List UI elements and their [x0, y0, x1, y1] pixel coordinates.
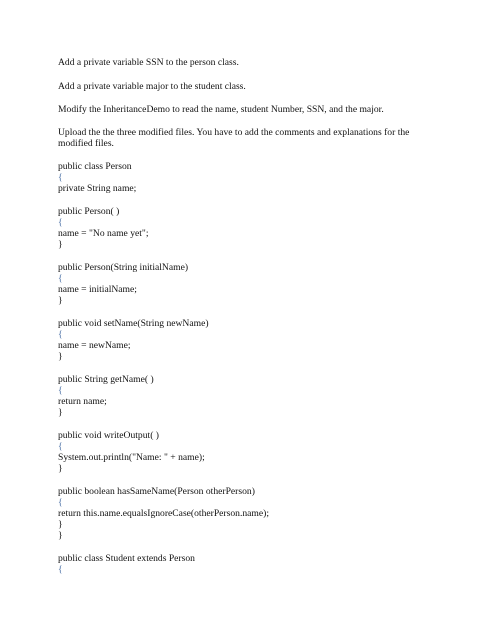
code-line: } [58, 239, 63, 250]
code-line: System.out.println("Name: " + name); [58, 452, 205, 463]
code-line: } [58, 519, 63, 530]
code-line: public void setName(String newName) [58, 318, 209, 329]
code-line: { [58, 441, 63, 452]
instruction-ssn: Add a private variable SSN to the person class. [58, 57, 239, 68]
instruction-modify-demo: Modify the InheritanceDemo to read the name, student Number, SSN, and the major. [58, 104, 384, 115]
code-line: return this.name.equalsIgnoreCase(otherPerson.name); [58, 508, 269, 519]
instruction-upload: Upload the the three modified files. You have to add the comments and explanations for the modified files. [58, 127, 410, 150]
code-line: { [58, 329, 63, 340]
code-line: public Person( ) [58, 206, 120, 217]
code-line: name = initialName; [58, 284, 137, 295]
code-line: } [58, 351, 63, 362]
code-line: public String getName( ) [58, 374, 154, 385]
code-line: } [58, 530, 63, 541]
code-line: name = "No name yet"; [58, 228, 149, 239]
code-line: { [58, 273, 63, 284]
code-line: name = newName; [58, 340, 131, 351]
code-line: public class Person [58, 161, 132, 172]
code-line: } [58, 407, 63, 418]
code-line: return name; [58, 396, 107, 407]
code-line: public class Student extends Person [58, 553, 195, 564]
code-line: { [58, 564, 63, 575]
code-line: private String name; [58, 183, 137, 194]
code-line: public void writeOutput( ) [58, 430, 159, 441]
code-line: public Person(String initialName) [58, 262, 189, 273]
code-line: { [58, 385, 63, 396]
code-line: { [58, 497, 63, 508]
code-line: } [58, 295, 63, 306]
code-line: public boolean hasSameName(Person otherPerson) [58, 486, 255, 497]
instruction-major: Add a private variable major to the student class. [58, 81, 246, 92]
code-line: { [58, 217, 63, 228]
code-line: } [58, 463, 63, 474]
code-line: { [58, 172, 63, 183]
